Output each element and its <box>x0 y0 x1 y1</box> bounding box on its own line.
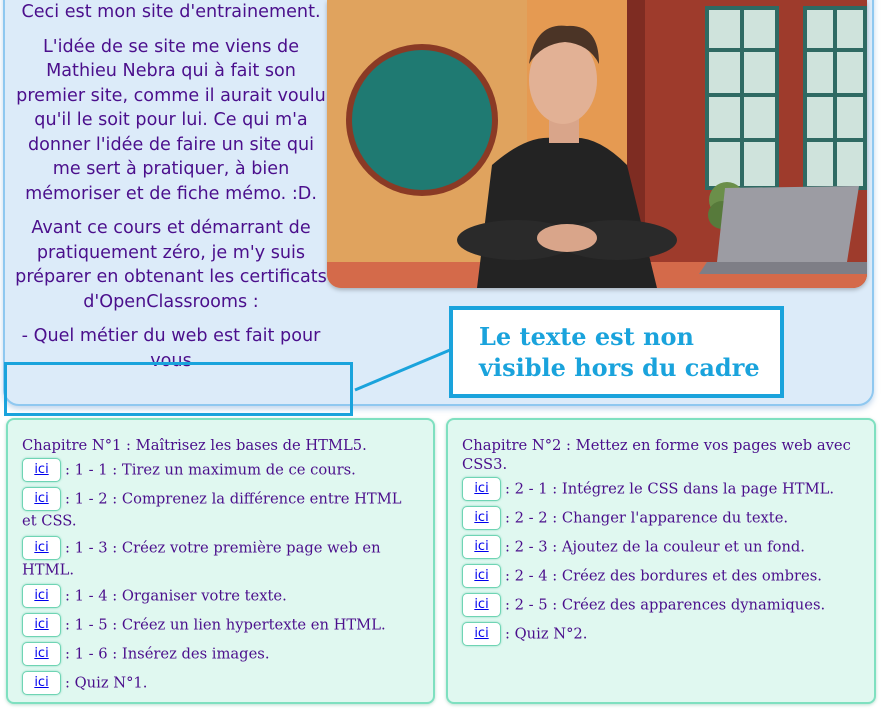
quiz-2-link-button[interactable]: ici <box>462 622 501 646</box>
lesson-item <box>22 458 419 482</box>
lesson-item <box>462 564 860 588</box>
lesson-1-6-link-button[interactable]: ici <box>22 642 61 666</box>
lesson-item <box>22 584 419 608</box>
lesson-label: : 2 - 5 : Créez des apparences dynamiques. <box>505 596 826 614</box>
lesson-2-4-link-button[interactable]: ici <box>462 564 501 588</box>
intro-paragraph-4: - Quel métier du web est fait pour vous <box>21 326 321 371</box>
lesson-item <box>462 506 860 530</box>
lesson-item <box>462 622 860 646</box>
lesson-label: : Quiz N°1. <box>65 674 148 692</box>
lesson-label: : 1 - 1 : Tirez un maximum de ce cours. <box>65 461 356 479</box>
lesson-1-1-link-button[interactable]: ici <box>22 458 61 482</box>
quiz-1-link-button[interactable]: ici <box>22 671 61 695</box>
lesson-1-5-link-button[interactable]: ici <box>22 613 61 637</box>
lesson-2-1-link-button[interactable]: ici <box>462 477 501 501</box>
intro-paragraph-2: L'idée de se site me viens de Mathieu Nebra qui à fait son premier site, comme il aurait voulu qu'il le soit pour lui. Ce qui m'a donner l'idée de faire un site qui me sert à pratiquer, à bien mémoriser et de fiche mémo. :D. <box>16 36 326 204</box>
intro-paragraph-3: Avant ce cours et démarrant de pratiquement zéro, je m'y suis préparer en obtenant les certificats d'OpenClassrooms : <box>15 218 327 312</box>
annotation-callout <box>449 306 784 398</box>
intro-text[interactable] <box>13 0 329 393</box>
lesson-item <box>462 593 860 617</box>
chapter-2-title: Chapitre N°2 : Mettez en forme vos pages web avec CSS3. <box>462 437 851 473</box>
chapter-1-title: Chapitre N°1 : Maîtrisez les bases de HTML5. <box>22 437 367 454</box>
chapter-card-1 <box>6 418 435 704</box>
lesson-label: : 2 - 2 : Changer l'apparence du texte. <box>505 509 789 527</box>
lesson-label: : 1 - 3 : Créez votre première page web en HTML. <box>22 539 381 578</box>
lesson-1-3-link-button[interactable]: ici <box>22 536 61 560</box>
lesson-label: : 1 - 2 : Comprenez la différence entre HTML et CSS. <box>22 490 402 530</box>
intro-paragraph-1: Ceci est mon site d'entrainement. <box>21 2 321 22</box>
lesson-2-2-link-button[interactable]: ici <box>462 506 501 530</box>
lesson-label: : 2 - 3 : Ajoutez de la couleur et un fond. <box>505 538 805 556</box>
lesson-item <box>22 536 419 580</box>
chapter-card-2 <box>446 418 876 704</box>
lesson-label: : Quiz N°2. <box>505 625 588 643</box>
lesson-2-3-link-button[interactable]: ici <box>462 535 501 559</box>
lesson-label: : 1 - 4 : Organiser votre texte. <box>65 587 287 605</box>
lesson-label: : 1 - 5 : Créez un lien hypertexte en HTML. <box>65 616 386 634</box>
lesson-item <box>22 487 419 531</box>
instructor-photo <box>327 0 867 288</box>
lesson-label: : 2 - 4 : Créez des bordures et des ombres. <box>505 567 822 585</box>
lesson-item <box>22 613 419 637</box>
lesson-item <box>22 642 419 666</box>
lesson-label: : 2 - 1 : Intégrez le CSS dans la page HTML. <box>505 480 835 498</box>
lesson-1-2-link-button[interactable]: ici <box>22 487 61 511</box>
overflow-highlight-frame <box>4 362 353 416</box>
lesson-item <box>22 671 419 695</box>
lesson-item <box>462 477 860 501</box>
annotation-line-2: visible hors du cadre <box>479 353 760 382</box>
lesson-2-5-link-button[interactable]: ici <box>462 593 501 617</box>
lesson-1-4-link-button[interactable]: ici <box>22 584 61 608</box>
lesson-label: : 1 - 6 : Insérez des images. <box>65 645 270 663</box>
lesson-item <box>462 535 860 559</box>
annotation-line-1: Le texte est non <box>479 322 695 351</box>
